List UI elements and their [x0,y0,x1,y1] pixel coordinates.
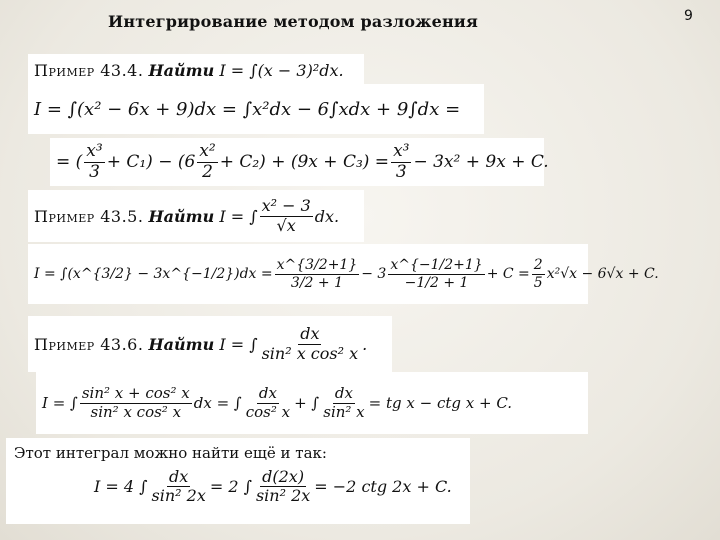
fraction-statement [260,197,313,235]
fraction-denominator: sin² x cos² x [90,402,182,421]
solution-lhs: I = ∫(x^{3/2} − 3x^{−1/2})dx = [34,266,273,282]
fraction-numerator: dx [300,324,320,344]
step2-part-a: + C₁) − (6 [106,152,196,172]
example-label: Пример 43.4. [34,60,144,80]
example-43-5-statement [28,190,364,242]
example-43-6-solution [36,372,588,434]
alternative-text: Этот интеграл можно найти ещё и так: [14,444,327,462]
fraction-numerator: d(2x) [262,467,305,486]
solution-middle-2: + ∫ [294,394,320,412]
fraction-numerator: x² − 3 [261,196,311,216]
fraction-denominator: −1/2 + 1 [404,274,469,291]
solution-rhs: = tg x − ctg x + C. [368,394,513,412]
fraction-term-2 [254,468,312,506]
fraction-numerator: x³ [86,140,103,161]
fraction-term-1 [150,468,208,506]
alternative-rhs: = −2 ctg 2x + C. [314,477,452,497]
fraction-denominator: 2 [202,161,213,182]
statement-formula: I = ∫(x − 3)²dx. [219,60,344,80]
fraction-x3-over-3-result [391,142,411,182]
solution-middle-1: dx = ∫ [193,394,242,412]
statement-lhs: I = ∫ [219,206,258,226]
fraction-denominator: 3/2 + 1 [290,274,343,291]
alternative-formula [94,468,452,506]
statement-lhs: I = ∫ [219,334,258,354]
task-word: Найти [148,60,215,80]
fraction-numerator: x² [199,140,216,161]
fraction-denominator: √x [276,215,296,235]
alternative-middle: = 2 ∫ [209,477,252,497]
fraction-denominator: sin² 2x [255,486,311,506]
step2-part-b: + C₂) + (9x + C₃) = [219,152,390,172]
fraction-x3-over-3 [84,142,104,182]
statement-rhs: dx. [314,206,340,226]
example-label: Пример 43.5. [34,206,144,226]
fraction-numerator: sin² x + cos² x [81,384,190,403]
slide-title: Интегрирование методом разложения [108,12,478,31]
step1-formula: I = ∫(x² − 6x + 9)dx = ∫x²dx − 6∫xdx + 9∫dx = [34,98,461,120]
step2-open: = ( [56,152,83,172]
fraction-numerator: dx [169,467,189,486]
example-43-5-solution [28,244,659,304]
alternative-method [6,438,470,524]
example-43-4-step1 [28,84,484,134]
solution-rhs: x²√x − 6√x + C. [546,266,659,282]
plus-constant: + C = [486,266,530,282]
fraction-term-2 [244,385,292,421]
step2-part-c: − 3x² + 9x + C. [413,152,549,172]
fraction-two-fifths [532,257,545,290]
fraction-denominator: 5 [533,274,543,291]
fraction-numerator: x³ [393,140,410,161]
fraction-numerator: dx [334,384,353,403]
fraction-x2-over-2 [197,142,217,182]
fraction-term-1 [80,385,192,421]
fraction-statement [260,325,361,363]
fraction-numerator: x^{3/2+1} [276,257,358,274]
fraction-denominator: cos² x [245,402,291,421]
minus-three: − 3 [361,266,387,282]
fraction-numerator: 2 [533,257,543,274]
fraction-numerator: x^{−1/2+1} [390,257,483,274]
example-43-4-step2 [50,138,549,186]
fraction-term-1 [275,257,360,290]
task-word: Найти [148,206,215,226]
fraction-denominator: 3 [395,161,407,182]
solution-lhs: I = ∫ [42,394,78,412]
fraction-term-3 [321,385,366,421]
statement-rhs: . [362,334,368,354]
alternative-lhs: I = 4 ∫ [94,477,148,497]
fraction-denominator: 3 [89,161,100,182]
example-43-6-statement [28,316,392,372]
example-label: Пример 43.6. [34,334,144,354]
fraction-term-2 [388,257,484,290]
fraction-denominator: sin² 2x [151,486,206,506]
example-43-4-statement [28,54,364,86]
task-word: Найти [148,334,215,354]
fraction-denominator: sin² x cos² x [261,343,359,363]
fraction-numerator: dx [258,384,277,403]
slide-number: 9 [684,8,693,24]
fraction-denominator: sin² x [323,402,365,421]
